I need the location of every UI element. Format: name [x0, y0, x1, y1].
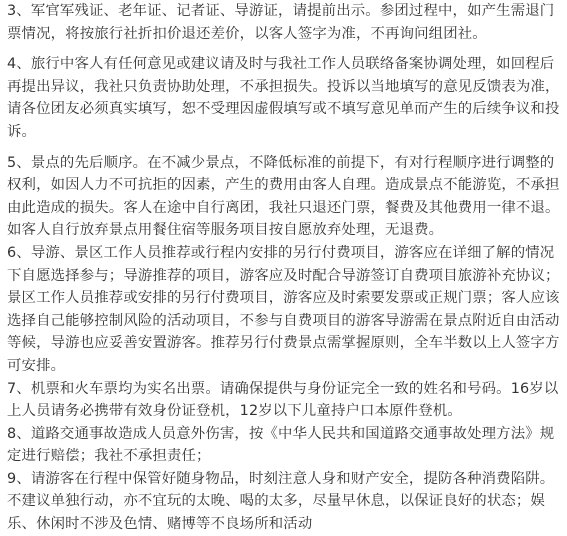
text-line: 票情况，将按旅行社折扣价退还差价，以客人签字为准，不再询问组团社。: [7, 25, 487, 42]
text-line: 诉。: [7, 123, 37, 140]
text-line: 可安排。: [7, 357, 66, 374]
text-line: 选择自己能够控制风险的活动项目，不参与自费项目的游客导游需在景点附近自由活动: [7, 312, 560, 329]
text-line: 5、景点的先后顺序。在不减少景点，不降低标准的前提下，有对行程顺序进行调整的: [7, 154, 555, 171]
clause-3: [7, 0, 563, 45]
text-line: 如客人自行放弃景点用餐住宿等服务项目按自愿放弃处理，无退费。: [7, 222, 444, 239]
text-line: 由此造成的损失。客人在途中自行离团，我社只退还门票，餐费及其他费用一律不退。: [7, 199, 560, 216]
text-line: 9、请游客在行程中保管好随身物品，时刻注意人身和财产安全，提防各种消费陷阱。: [7, 470, 555, 487]
text-line: 请各位团友必须真实填写，恕不受理因虚假填写或不填写意见单而产生的后续争议和投: [7, 101, 560, 118]
text-line: 再提出异议，我社只负责协助处理，不承担损失。投诉以当地填写的意见反馈表为准，: [7, 78, 560, 95]
clause-6: [7, 242, 563, 378]
clause-9: [7, 468, 563, 536]
clause-7: [7, 378, 563, 423]
text-line: 下自愿选择参与；导游推荐的项目，游客应及时配合导游签订自费项目旅游补充协议；: [7, 267, 560, 284]
text-line: 7、机票和火车票均为实名出票。请确保提供与身份证完全一致的姓名和号码。16岁以: [7, 380, 559, 397]
text-line: 不建议单独行动，亦不宜玩的太晚、喝的太多，尽量早休息，以保证良好的状态；娱: [7, 493, 546, 510]
text-line: 6、导游、景区工作人员推荐或行程内安排的另行付费项目，游客应在详细了解的情况: [7, 244, 555, 261]
text-line: 等候，导游也应妥善安置游客。推荐另行付费景点需掌握原则，全车半数以上人签字方: [7, 335, 560, 352]
text-line: 权利，如因人力不可抗拒的因素，产生的费用由客人自理。造成景点不能游览，不承担: [7, 177, 560, 194]
text-line: 乐、休闲时不涉及色情、赌博等不良场所和活动: [7, 516, 313, 533]
document-body: [7, 0, 563, 536]
text-line: 定进行赔偿；我社不承担责任；: [7, 448, 211, 465]
clause-8: [7, 423, 563, 468]
text-line: 上人员请务必携带有效身份证登机，12岁以下儿童持户口本原件登机。: [7, 403, 462, 420]
clause-4: [7, 53, 563, 143]
text-line: 3、军官军残证、老年证、记者证、导游证，请提前出示。参团过程中，如产生需退门: [7, 3, 555, 19]
text-line: 8、道路交通事故造成人员意外伤害，按《中华人民共和国道路交通事故处理方法》规: [7, 425, 555, 442]
text-line: 景区工作人员推荐或安排的另行付费项目，游客应及时索要发票或正规门票；客人应该: [7, 290, 560, 307]
text-line: 4、旅行中客人有任何意见或建议请及时与我社工作人员联络备案协调处理，如回程后: [7, 56, 555, 73]
clause-5: [7, 152, 563, 242]
